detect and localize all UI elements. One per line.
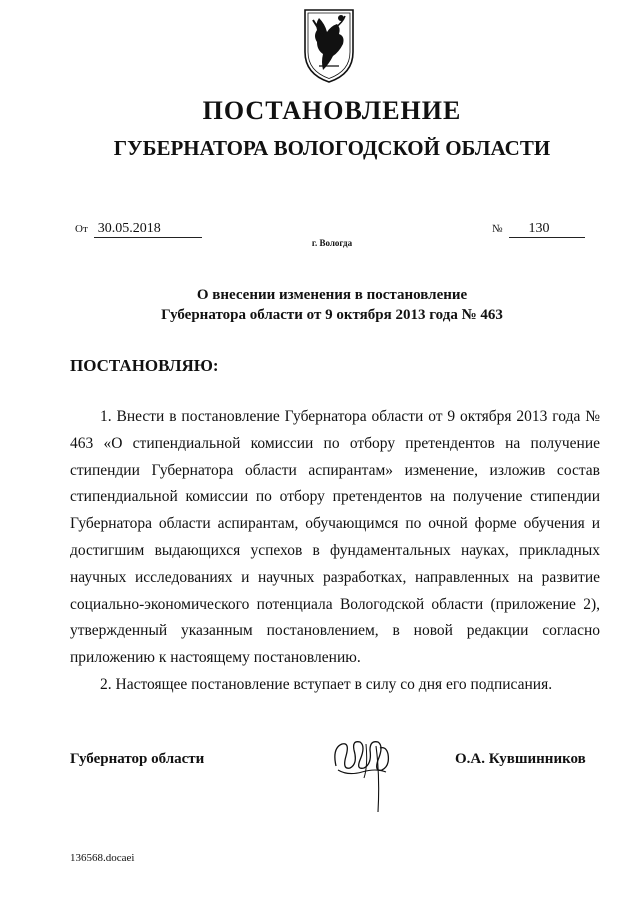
- date-field: [75, 220, 202, 238]
- paragraph-1: 1. Внести в постановление Губернатора области от 9 октября 2013 года № 463 «О стипендиальной комиссии по отбору претендентов на получение стипендии Губернатора области аспирантам» изменение, изложив состав стипендиальной комиссии по отбору претендентов на получение стипендии Губернатора области аспирантам, обучающимся по очной форме обучения и достигшим выдающихся успехов в фундаментальных науках, прикладных научных исследованиях и научных разработках, направленных на развитие социально-экономического потенциала Вологодской области (приложение 2), утвержденный указанным постановлением, в новой редакции согласно приложению к настоящему постановлению.: [70, 408, 600, 667]
- subject-line-2: Губернатора области от 9 октября 2013 года № 463: [161, 307, 503, 323]
- document-body: [70, 404, 600, 699]
- paragraph-2: 2. Настоящее постановление вступает в силу со дня его подписания.: [100, 675, 553, 693]
- signatory-name: О.А. Кувшинников: [455, 751, 586, 767]
- vologda-coat-of-arms-icon: [299, 6, 359, 86]
- file-reference: 136568.docaei: [70, 852, 135, 864]
- number-field: [492, 220, 585, 238]
- date-label: От: [75, 223, 88, 235]
- document-subject: [0, 285, 640, 325]
- signatory-position: Губернатор области: [70, 751, 205, 767]
- number-value: 130: [509, 221, 585, 238]
- document-subtitle: ГУБЕРНАТОРА ВОЛОГОДСКОЙ ОБЛАСТИ: [113, 136, 551, 160]
- document-title: ПОСТАНОВЛЕНИЕ: [202, 96, 462, 125]
- decree-heading: ПОСТАНОВЛЯЮ:: [70, 356, 219, 375]
- number-label: №: [492, 223, 503, 235]
- subject-line-1: О внесении изменения в постановление: [196, 287, 468, 303]
- handwritten-signature-icon: [328, 726, 398, 816]
- city-label: г. Вологда: [311, 238, 353, 248]
- date-value: 30.05.2018: [94, 221, 202, 238]
